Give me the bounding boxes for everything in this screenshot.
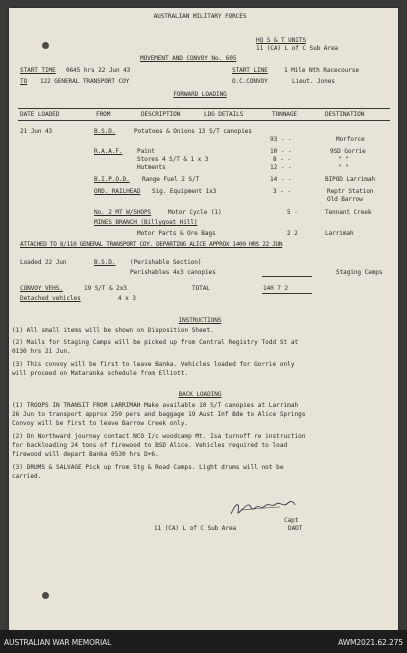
table-cell: Perishables 4x3 canopies [130,269,216,276]
start-line-value: 1 Mile Nth Racecourse [284,67,359,74]
table-cell: Loaded 22 Jun [20,259,67,266]
col-ldg-details: LDG DETAILS [204,111,244,118]
back-loading-3b: carried. [12,473,42,480]
convoy-vehs-label: CONVOY VEHS. [20,285,63,292]
detached-label: Detached vehicles [20,295,81,302]
table-cell: MINES BRANCH (Billygoat Hill) [94,219,198,226]
table-cell: B.I.P.O.D. [94,176,130,183]
table-cell: 8 - - [273,156,291,163]
detached-value: 4 x 3 [118,295,136,302]
instruction-1: (1) All small items will be shown on Disposition Sheet. [12,327,214,334]
attached-note: ATTACHED TO 8/110 GENERAL TRANSPORT COY. DEPARTING ALICE APPROX 1400 HRS 22 JUN [20,241,283,248]
table-cell: Potatoes & Onions 13 S/T canopies [134,128,252,135]
table-cell: 3 - - [273,188,291,195]
back-loading-1a: (1) TROOPS IN TRANSIT FROM LARRIMAH Make available 10 S/T canopies at Larrimah [12,402,299,409]
table-cell: ORD. RAILHEAD [94,188,141,195]
table-cell: BIPOD Larrimah [325,176,375,183]
table-cell: Old Barrow [327,196,363,203]
convoy-vehs-value: 19 S/T & 2x3 [84,285,127,292]
movement-title: MOVEMENT AND CONVOY No. 605 [140,55,237,62]
col-tonnage: TONNAGE [272,111,297,118]
total-rule [262,293,312,294]
table-cell: Sig. Equipment 1x3 [152,188,217,195]
back-loading-2a: (2) On Northward journey contact NCO I/c woodcamp Mt. Isa turnoff re instruction [12,433,306,440]
table-cell: Morforce [336,136,365,143]
total-label: TOTAL [192,285,210,292]
unit-line-1: HQ S & T UNITS [256,37,306,44]
table-cell: " " [338,156,349,163]
table-cell: 21 Jun 43 [20,128,53,135]
start-time-value: 0645 hrs 22 Jun 43 [66,67,131,74]
back-loading-1b: 26 Jun to transport approx 250 pers and baggage 19 Aust Inf Bde to Alice Springs [12,411,306,418]
instruction-2b: 0130 hrs 21 Jun. [12,348,71,355]
table-cell: R.A.A.F. [94,148,123,155]
table-rule [18,120,390,121]
start-time-label: START TIME [20,67,56,74]
col-date: DATE LOADED [20,111,60,118]
punch-hole [42,592,49,599]
forward-loading-title: FORWARD LOADING [173,91,227,98]
footer-institution: AUSTRALIAN WAR MEMORIAL [4,638,112,647]
table-cell: Stores 4 S/T & 1 x 3 [137,156,209,163]
signature-unit: 11 (CA) L of C Sub Area [154,525,237,532]
col-destination: DESTINATION [325,111,365,118]
table-cell: Reptr Station [327,188,374,195]
unit-line-2: 11 (CA) L of C Sub Area [256,45,339,52]
instruction-3b: will proceed on Mataranka schedule from Elliott. [12,370,189,377]
back-loading-2b: for backloading 24 tons of firewood to BSD Alice. Vehicles required to load [12,442,288,449]
back-loading-title: BACK LOADING [178,391,222,398]
table-cell: 12 - - [270,164,292,171]
signature-rank: Capt [284,517,299,524]
table-cell: Paint [137,148,155,155]
punch-hole [42,42,49,49]
back-loading-3a: (3) DRUMS & SALVAGE Pick up from Stg & Road Camps. Light drums will not be [12,464,284,471]
table-cell: " " [338,164,349,171]
table-cell: Tennant Creek [325,209,372,216]
table-cell: Range Fuel 2 S/T [142,176,200,183]
table-cell: Larrimah [325,230,354,237]
table-cell: B.S.D. [94,259,116,266]
table-cell: 5 - [287,209,298,216]
org-title: AUSTRALIAN MILITARY FORCES [153,13,247,20]
col-description: DESCRIPTION [141,111,181,118]
table-cell: (Perishable Section) [130,259,202,266]
start-line-label: START LINE [232,67,268,74]
to-value: 122 GENERAL TRANSPORT COY [40,78,130,85]
signature-appointment: DADT [288,525,303,532]
col-from: FROM [96,111,111,118]
oc-value: Lieut. Jones [292,78,335,85]
footer-accession-number: AWM2021.62.275 [338,638,403,647]
table-cell: Staging Camps [336,269,383,276]
table-cell: 14 - - [270,176,292,183]
table-cell: B.S.D. [94,128,116,135]
table-cell: Motor Parts & Ore Bags [137,230,216,237]
table-cell: 9SD Gorrie [330,148,366,155]
table-cell: 10 - - [270,148,292,155]
instruction-2a: (2) Mails for Staging Camps will be picked up from Central Registry Todd St at [12,339,299,346]
total-rule [262,276,312,277]
table-cell: Motor Cycle (1) [168,209,222,216]
table-rule [18,108,390,109]
total-value: 140 7 2 [263,285,288,292]
table-cell: 93 - - [270,136,292,143]
oc-label: O.C.CONVOY [232,78,268,85]
table-cell: Hutments [137,164,166,171]
footer-bar [0,630,407,653]
table-cell: 2 2 [287,230,298,237]
instructions-title: INSTRUCTIONS [178,317,222,324]
table-cell: No. 2 MT W/SHOPS [94,209,152,216]
back-loading-2c: firewood will depart Banka 0530 hrs D+6. [12,451,159,458]
to-label: TO [20,78,28,85]
instruction-3a: (3) This convoy will be first to leave Banka. Vehicles loaded for Gorrie only [12,361,295,368]
back-loading-1c: Convoy will be first to leave Barrow Creek only. [12,420,189,427]
